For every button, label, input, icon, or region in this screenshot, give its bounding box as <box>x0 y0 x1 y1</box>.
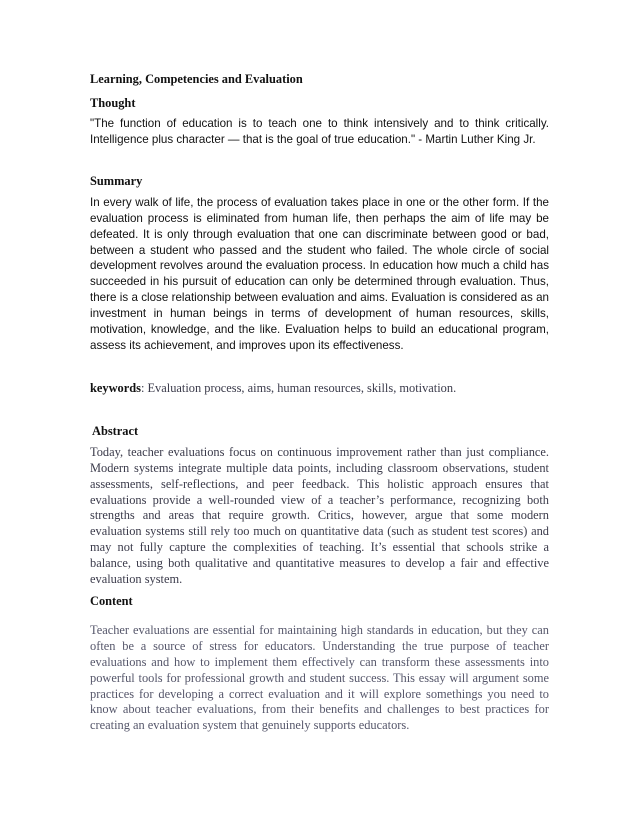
abstract-heading: Abstract <box>92 423 139 438</box>
summary-heading: Summary <box>90 173 143 188</box>
keywords-label: keywords <box>90 380 141 395</box>
abstract-paragraph: Today, teacher evaluations focus on continuous improvement rather than just compliance. Modern systems integrate multiple data points, including classroom observations, student assessments, self-reflections, and peer feedback. This holistic approach ensures that evaluations provide a well-rounded view of a teacher’s performance, recognizing both strengths and areas that require growth. Critics, however, argue that some modern evaluation systems still rely too much on quantitative data (such as student test scores) and may not fully capture the complexities of teaching. It’s essential that schools strike a balance, using both qualitative and quantitative measures to develop a fair and effective evaluation system. <box>90 444 549 587</box>
keywords-text: : Evaluation process, aims, human resources, skills, motivation. <box>140 380 457 395</box>
document-title: Learning, Competencies and Evaluation <box>90 72 303 86</box>
thought-quote: "The function of education is to teach one to think intensively and to think critically. Intelligence plus character — that is the goal of true education." - Martin Luther King Jr. <box>90 117 549 146</box>
keywords-line <box>90 380 549 397</box>
thought-heading: Thought <box>90 96 136 110</box>
document-page <box>90 64 549 734</box>
content-heading: Content <box>90 593 133 608</box>
content-paragraph: Teacher evaluations are essential for maintaining high standards in education, but they can often be a source of stress for educators. Understanding the true purpose of teacher evaluations and how to implement them effectively can transform these assessments into powerful tools for professional growth and student success. This essay will argument some practices for developing a correct evaluation and it will explore somethings you need to know about teacher evaluations, from their benefits and challenges to best practices for creating an evaluation system that genuinely supports educators. <box>90 622 549 733</box>
summary-paragraph: In every walk of life, the process of evaluation takes place in one or the other form. If the evaluation process is eliminated from human life, then perhaps the aim of life may be defeated. It is only through evaluation that one can discriminate between good or bad, between a student who passed and the student who failed. The whole circle of social development revolves around the evaluation process. In education how much a child has succeeded in his pursuit of education can only be determined through evaluation. Thus, there is a close relationship between evaluation and aims. Evaluation is considered as an investment in human beings in terms of development of human resources, skills, motivation, knowledge, and the like. Evaluation helps to build an educational program, assess its achievement, and improves upon its effectiveness. <box>90 195 549 352</box>
